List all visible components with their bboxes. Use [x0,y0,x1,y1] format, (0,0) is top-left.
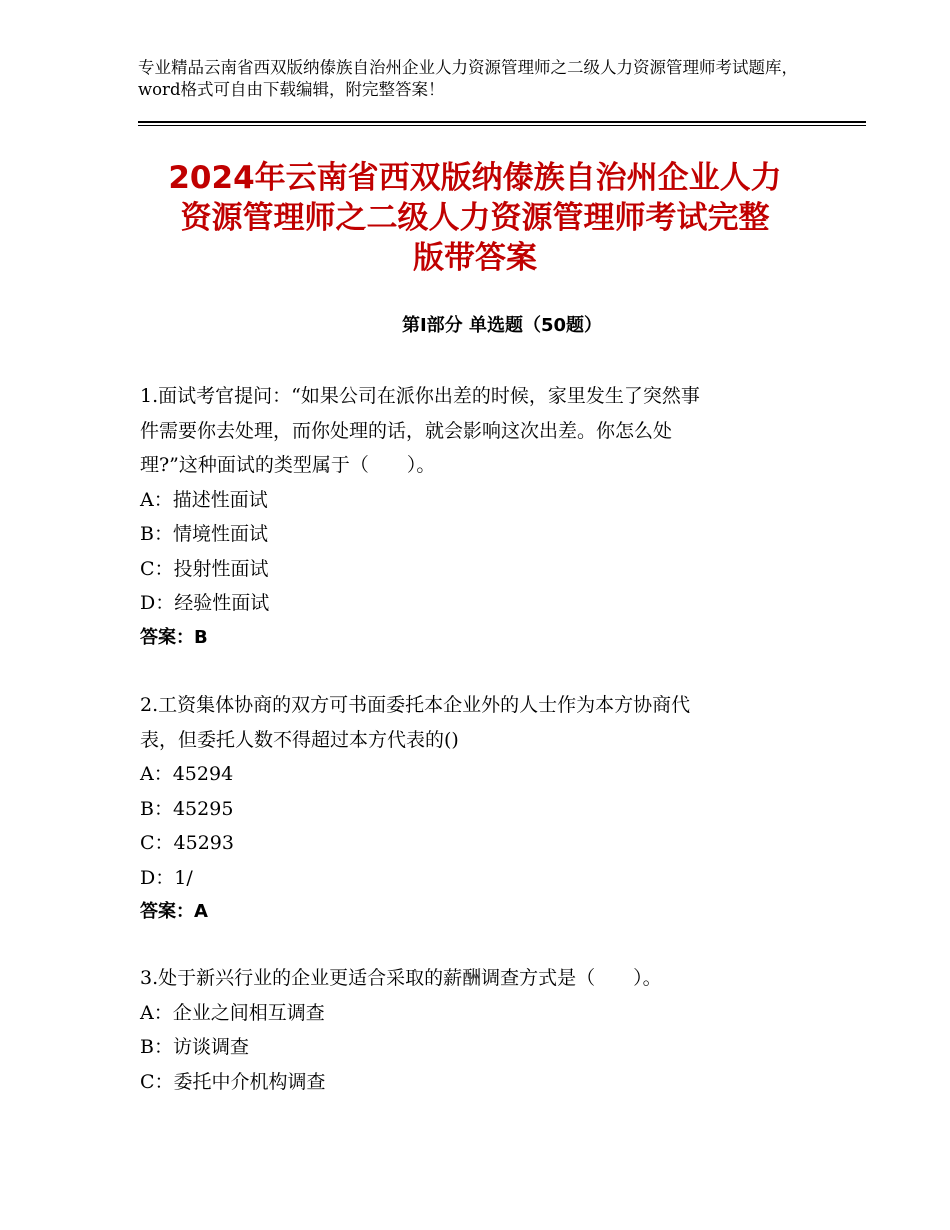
answer: 答案：B [140,626,208,648]
option-d: D：1/ [140,866,193,889]
title-line: 资源管理师之二级人力资源管理师考试完整 [180,200,770,236]
title-line: 版带答案 [413,240,537,276]
option-b: B：访谈调查 [140,1036,249,1058]
question-stem: 理?”这种面试的类型属于（ ）。 [140,454,436,476]
document-title [120,158,830,278]
question-2 [140,688,800,930]
question-stem: 表，但委托人数不得超过本方代表的() [140,728,459,751]
option-a: A：企业之间相互调查 [140,1001,325,1024]
option-c: C：投射性面试 [140,557,269,580]
option-d: D：经验性面试 [140,592,270,614]
title-line: 2024年云南省西双版纳傣族自治州企业人力 [168,160,782,196]
option-a: A：描述性面试 [140,488,268,511]
question-1 [140,379,800,655]
option-a: A：45294 [140,763,234,785]
option-c: C：委托中介机构调查 [140,1070,326,1093]
question-stem: 1.面试考官提问：“如果公司在派你出差的时候，家里发生了突然事 [140,385,700,407]
header-note: 专业精品云南省西双版纳傣族自治州企业人力资源管理师之二级人力资源管理师考试题库，word格式可自由下载编辑，附完整答案！ [138,58,798,99]
section-title: 第Ⅰ部分 单选题（50题） [401,315,602,336]
question-stem: 件需要你去处理，而你处理的话，就会影响这次出差。你怎么处 [140,419,673,442]
answer: 答案：A [140,901,208,922]
question-3 [140,961,800,1099]
question-stem: 2.工资集体协商的双方可书面委托本企业外的人士作为本方协商代 [140,694,691,716]
header-divider [138,121,866,126]
option-b: B：情境性面试 [140,523,268,545]
option-b: B：45295 [140,797,234,820]
question-stem: 3.处于新兴行业的企业更适合采取的薪酬调查方式是（ ）。 [140,967,662,989]
option-c: C：45293 [140,832,234,854]
